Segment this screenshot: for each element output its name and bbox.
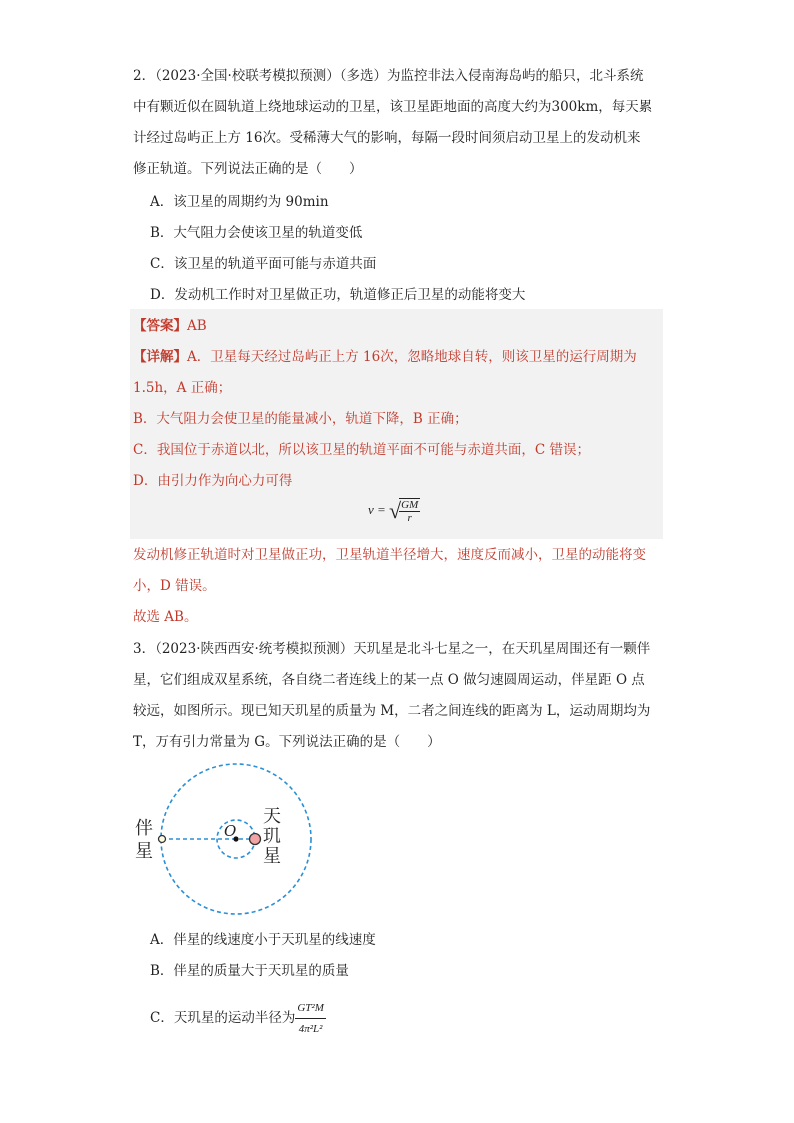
velocity-formula	[368, 498, 420, 524]
q2-line-4: 修正轨道。下列说法正确的是（ ）	[133, 161, 363, 177]
q3-option-c	[150, 998, 326, 1039]
formula-denominator: r	[399, 511, 420, 524]
option-c-denominator: 4π²L²	[295, 1018, 326, 1039]
formula-fraction	[399, 498, 420, 524]
detail-a1-text: A．卫星每天经过岛屿正上方 16次，忽略地球自转，则该卫星的运行周期为	[187, 349, 637, 365]
answer-tag: 【答案】	[133, 318, 187, 334]
q2-line-2: 中有颗近似在圆轨道上绕地球运动的卫星，该卫星距地面的高度大约为300km，每天累	[133, 99, 653, 115]
q3-option-b: B．伴星的质量大于天玑星的质量	[150, 963, 349, 979]
q3-line-2: 星，它们组成双星系统，各自绕二者连线上的某一点 O 做匀速圆周运动，伴星距 O 点	[133, 672, 645, 688]
q2-option-d: D．发动机工作时对卫星做正功，轨道修正后卫星的动能将变大	[150, 287, 526, 303]
conclusion-line: 故选 AB。	[133, 609, 198, 625]
q2-option-a: A．该卫星的周期约为 90min	[150, 194, 329, 210]
tianji-star	[250, 834, 261, 845]
detail-line-b: B．大气阻力会使卫星的能量减小，轨道下降，B 正确；	[133, 411, 468, 427]
sqrt-icon: √	[389, 498, 402, 523]
formula-numerator: GM	[401, 499, 419, 511]
after-line-2: 小，D 错误。	[133, 578, 216, 594]
detail-line-a2: 1.5h，A 正确；	[133, 380, 232, 396]
q3-line-3: 较远，如图所示。现已知天玑星的质量为 M，二者之间连线的距离为 L，运动周期均为	[133, 703, 651, 719]
q2-option-b: B．大气阻力会使该卫星的轨道变低	[150, 225, 363, 241]
answer-value: AB	[187, 318, 207, 334]
q3-option-c-text: C．天玑星的运动半径为	[150, 1010, 296, 1026]
detail-line-a1	[133, 347, 637, 367]
option-c-numerator: GT²M	[297, 1002, 324, 1014]
q2-line-3: 计经过岛屿正上方 16次。受稀薄大气的影响，每隔一段时间须启动卫星上的发动机来	[133, 130, 641, 146]
q3-option-a: A．伴星的线速度小于天玑星的线速度	[150, 932, 376, 948]
tianji-label-2: 玑	[263, 826, 281, 847]
companion-label-2: 星	[135, 841, 153, 862]
tianji-label-3: 星	[263, 846, 281, 867]
binary-star-diagram	[128, 760, 328, 920]
detail-line-c: C．我国位于赤道以北，所以该卫星的轨道平面不可能与赤道共面，C 错误；	[133, 442, 590, 458]
q3-line-1: 3．（2023·陕西西安·统考模拟预测）天玑星是北斗七星之一，在天玑星周围还有一颗伴	[133, 641, 651, 657]
after-line-1: 发动机修正轨道时对卫星做正功，卫星轨道半径增大，速度反而减小，卫星的动能将变	[133, 547, 646, 563]
formula-lhs: v =	[368, 501, 386, 517]
answer-line	[133, 316, 207, 336]
detail-line-d: D．由引力作为向心力可得	[133, 473, 293, 489]
center-label-o: O	[224, 822, 237, 840]
tianji-label-1: 天	[263, 806, 281, 827]
q2-line-1: 2．（2023·全国·校联考模拟预测）（多选）为监控非法入侵南海岛屿的船只，北斗系统	[133, 68, 644, 84]
detail-tag: 【详解】	[133, 349, 187, 365]
q2-option-c: C．该卫星的轨道平面可能与赤道共面	[150, 256, 377, 272]
q3-line-4: T，万有引力常量为 G。下列说法正确的是（ ）	[133, 734, 441, 750]
option-c-fraction	[295, 998, 326, 1039]
companion-star	[159, 836, 166, 843]
companion-label-1: 伴	[135, 818, 153, 839]
